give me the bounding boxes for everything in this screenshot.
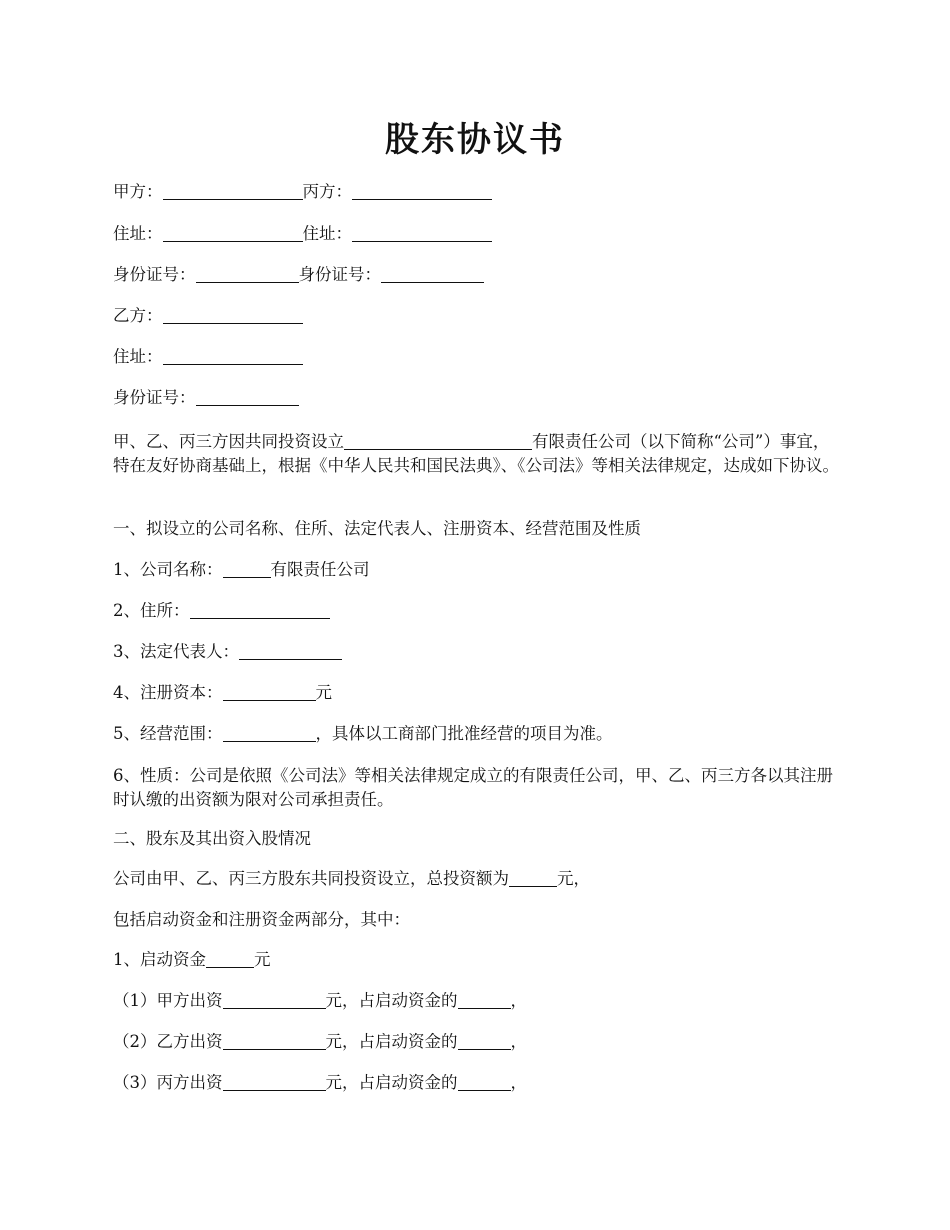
- yi-id-line: [113, 386, 299, 410]
- page-title: 股东协议书: [385, 120, 565, 160]
- bing-label: 丙方：: [302, 182, 352, 201]
- jia-address-blank: [163, 223, 303, 242]
- company-name-blank: [344, 431, 532, 450]
- composition-line: 包括启动资金和注册资金两部分，其中：: [113, 910, 410, 929]
- total-prefix: 公司由甲、乙、丙三方股东共同投资设立，总投资额为: [113, 869, 509, 888]
- contrib2-percent-blank: [458, 1031, 511, 1050]
- item6-paragraph: 6、性质：公司是依照《公司法》等相关法律规定成立的有限责任公司，甲、乙、丙三方各以其注册时认缴的出资额为限对公司承担责任。: [113, 766, 833, 809]
- jia-id-blank: [196, 264, 299, 283]
- yi-id-label: 身份证号：: [113, 388, 196, 407]
- contrib2-label: （2）乙方出资: [113, 1032, 223, 1051]
- section2-heading: 二、股东及其出资入股情况: [113, 829, 311, 848]
- contrib-jia-line: [113, 989, 527, 1013]
- intro-part2: 有限责任公司（以下简称“公司”）事宜，特在友好协商基础上，根据《中华人民共和国民法典》、《公司法》等相关法律规定，达成如下协议。: [113, 432, 839, 475]
- party-yi-line: [113, 304, 303, 328]
- item5-blank: [223, 723, 316, 742]
- jia-address-label: 住址：: [113, 224, 163, 243]
- total-blank: [509, 868, 557, 887]
- item3-line: [113, 640, 342, 664]
- jia-label: 甲方：: [113, 182, 163, 201]
- item4-label: 4、注册资本：: [113, 683, 223, 702]
- contrib3-end: ，: [510, 1073, 527, 1092]
- bing-id-blank: [381, 264, 484, 283]
- bing-address-label: 住址：: [302, 224, 352, 243]
- party-id-line: [113, 263, 484, 287]
- contrib3-percent-blank: [458, 1072, 511, 1091]
- yi-name-blank: [163, 305, 303, 324]
- item5-line: [113, 722, 613, 746]
- yi-address-blank: [163, 346, 303, 365]
- contrib-yi-line: [113, 1030, 527, 1054]
- yi-id-blank: [196, 387, 299, 406]
- bing-address-blank: [352, 223, 492, 242]
- item4-line: [113, 681, 332, 705]
- yi-label: 乙方：: [113, 306, 163, 325]
- jia-name-blank: [163, 181, 303, 200]
- bing-name-blank: [352, 181, 492, 200]
- contrib3-amount-blank: [223, 1072, 326, 1091]
- section1-heading: 一、拟设立的公司名称、住所、法定代表人、注册资本、经营范围及性质: [113, 519, 641, 538]
- intro-paragraph: [113, 430, 843, 478]
- contrib3-label: （3）丙方出资: [113, 1073, 223, 1092]
- contrib1-mid: 元，占启动资金的: [325, 991, 458, 1010]
- yi-address-label: 住址：: [113, 347, 163, 366]
- total-suffix: 元，: [557, 869, 590, 888]
- contrib1-end: ，: [510, 991, 527, 1010]
- yi-address-line: [113, 345, 303, 369]
- item1-line: [113, 558, 370, 582]
- bing-id-label: 身份证号：: [298, 265, 381, 284]
- item2-label: 2、住所：: [113, 601, 190, 620]
- contrib2-amount-blank: [223, 1031, 326, 1050]
- startup-suffix: 元: [254, 950, 271, 969]
- item5-suffix: ，具体以工商部门批准经营的项目为准。: [315, 724, 613, 743]
- item4-blank: [223, 682, 316, 701]
- total-investment-line: [113, 867, 590, 891]
- contrib1-amount-blank: [223, 990, 326, 1009]
- party-jia-bing-line: [113, 180, 492, 204]
- item3-label: 3、法定代表人：: [113, 642, 239, 661]
- contrib1-percent-blank: [458, 990, 511, 1009]
- contrib2-mid: 元，占启动资金的: [325, 1032, 458, 1051]
- contrib1-label: （1）甲方出资: [113, 991, 223, 1010]
- startup-blank: [206, 949, 254, 968]
- contrib3-mid: 元，占启动资金的: [325, 1073, 458, 1092]
- contrib-bing-line: [113, 1071, 527, 1095]
- item3-blank: [239, 641, 342, 660]
- party-address-line: [113, 222, 492, 246]
- item1-suffix: 有限责任公司: [270, 560, 370, 579]
- contrib2-end: ，: [510, 1032, 527, 1051]
- jia-id-label: 身份证号：: [113, 265, 196, 284]
- startup-line: [113, 948, 271, 972]
- intro-part1: 甲、乙、丙三方因共同投资设立: [113, 432, 344, 451]
- item2-blank: [190, 600, 330, 619]
- startup-label: 1、启动资金: [113, 950, 206, 969]
- item4-suffix: 元: [315, 683, 332, 702]
- item1-blank: [223, 559, 271, 578]
- item5-label: 5、经营范围：: [113, 724, 223, 743]
- item1-label: 1、公司名称：: [113, 560, 223, 579]
- item2-line: [113, 599, 330, 623]
